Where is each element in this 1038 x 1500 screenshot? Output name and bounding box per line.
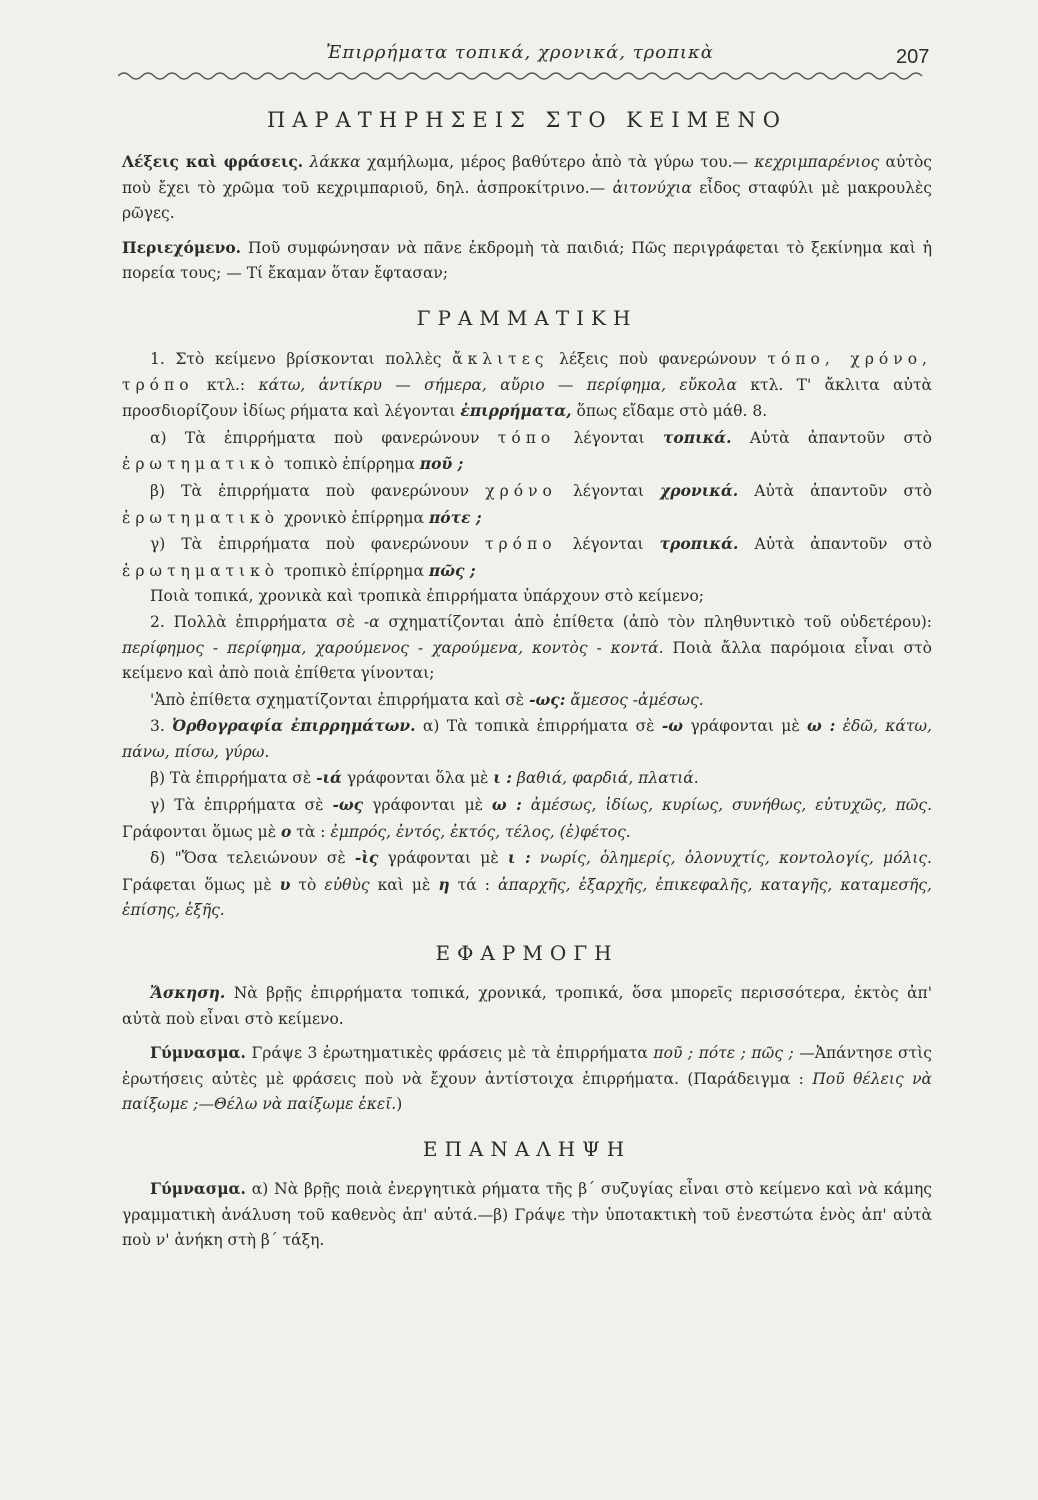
grammar-point-3d: δ) "Ὅσα τελειώνουν σὲ -ὶς γράφονται μὲ ι : νωρίς, ὁλημερίς, ὁλονυχτίς, κοντολογίς, μόλις. Γράφεται ὅμως μὲ υ τὸ εὐθὺς καὶ μὲ η τά : ἀπαρχῆς, ἐξαρχῆς, ἐπικεφαλῆς, καταγῆς, καταμεσῆς, ἐπίσης, ἑξῆς.	[122, 848, 932, 920]
heading-observations: ΠΑΡΑΤΗΡΗΣΕΙΣ ΣΤΟ ΚΕΙΜΕΝΟ	[266, 108, 788, 132]
page-content	[122, 105, 932, 1254]
grammar-point-1a: α) Τὰ ἐπιρρήματα ποὺ φανερώνουν τόπο λέγονται τοπικά. Αὐτὰ ἀπαντοῦν στὸ ἐρωτηματικὸ τοπικὸ ἐπίρρημα ποῦ ;	[122, 427, 933, 474]
wavy-rule	[118, 70, 930, 82]
grammar-point-1b: β) Τὰ ἐπιρρήματα ποὺ φανερώνουν χρόνο λέγονται χρονικά. Αὐτὰ ἀπαντοῦν στὸ ἐρωτηματικὸ χρονικὸ ἐπίρρημα πότε ;	[122, 480, 933, 527]
grammar-point-1: 1. Στὸ κείμενο βρίσκονται πολλὲς ἄκλιτες λέξεις ποὺ φανερώνουν τόπο, χρόνο, τρόπο κτλ.: κάτω, ἀντίκρυ — σήμερα, αὔριο — περίφημα, εὔκολα κτλ. Τ' ἄκλιτα αὐτὰ προσδιορίζουν ἰδίως ρήματα καὶ λέγονται ἐπιρρήματα, ὅπως εἴδαμε στὸ μάθ. 8.	[122, 349, 932, 421]
heading-review: ΕΠΑΝΑΛΗΨΗ	[422, 1137, 632, 1161]
heading-application: ΕΦΑΡΜΟΓΗ	[435, 941, 619, 966]
heading-grammar: ΓΡΑΜΜΑΤΙΚΗ	[416, 305, 638, 330]
grammar-point-3b: β) Τὰ ἐπιρρήματα σὲ -ιά γράφονται ὅλα μὲ ι : βαθιά, φαρδιά, πλατιά.	[150, 768, 699, 788]
running-title: Ἐπιρρήματα τοπικά, χρονικά, τροπικὰ	[326, 42, 714, 63]
grammar-point-2b: 'Ἀπὸ ἐπίθετα σχηματίζονται ἐπιρρήματα καὶ σὲ -ως: ἄμεσος -ἀμέσως.	[150, 689, 704, 709]
paragraph-vocabulary: Λέξεις καὶ φράσεις. λάκκα χαμήλωμα, μέρος βαθύτερο ἀπὸ τὰ γύρω του.— κεχριμπαρένιος αὐτὸς ποὺ ἔχει τὸ χρῶμα τοῦ κεχριμπαριοῦ, δηλ. ἀσπροκίτρινο.— ἀιτονύχια εἶδος σταφύλι μὲ μακρουλὲς ρῶγες.	[122, 152, 932, 223]
page-header	[0, 40, 1038, 80]
practice-paragraph: Γύμνασμα. Γράψε 3 ἐρωτηματικὲς φράσεις μὲ τὰ ἐπιρρήματα ποῦ ; πότε ; πῶς ; —Ἀπάντησε στὶς ἐρωτήσεις αὐτὲς μὲ φράσεις ποὺ νὰ ἔχουν ἀντίστοιχα ἐπιρρήματα. (Παράδειγμα : Ποῦ θέλεις νὰ παίξωμε ;—Θέλω νὰ παίξωμε ἐκεῖ.)	[122, 1043, 932, 1114]
grammar-point-2: 2. Πολλὰ ἐπιρρήματα σὲ -α σχηματίζονται ἀπὸ ἐπίθετα (ἀπὸ τὸν πληθυντικὸ τοῦ οὐδετέρου): περίφημος - περίφημα, χαρούμενος - χαρούμενα, κοντὸς - κοντά. Ποιὰ ἄλλα παρόμοια εἶναι στὸ κείμενο καὶ ἀπὸ ποιὰ ἐπίθετα γίνονται;	[122, 612, 933, 683]
grammar-point-1c: γ) Τὰ ἐπιρρήματα ποὺ φανερώνουν τρόπο λέγονται τροπικά. Αὐτὰ ἀπαντοῦν στὸ ἐρωτηματικὸ τροπικὸ ἐπίρρημα πῶς ;	[122, 534, 932, 580]
paragraph-content: Περιεχόμενο. Ποῦ συμφώνησαν νὰ πᾶνε ἐκδρομὴ τὰ παιδιά; Πῶς περιγράφεται τὸ ξεκίνημα καὶ ἡ πορεία τους; — Τί ἔκαμαν ὅταν ἔφτασαν;	[122, 237, 932, 283]
grammar-point-3c: γ) Τὰ ἐπιρρήματα σὲ -ως γράφονται μὲ ω : ἀμέσως, ἰδίως, κυρίως, συνήθως, εὐτυχῶς, πῶς. Γράφονται ὅμως μὲ ο τὰ : ἐμπρός, ἐντός, ἐκτός, τέλος, (ἐ)φέτος.	[122, 795, 933, 841]
review-paragraph: Γύμνασμα. α) Νὰ βρῇς ποιὰ ἐνεργητικὰ ρήματα τῆς β΄ συζυγίας εἶναι στὸ κείμενο καὶ νὰ κάμης γραμματικὴ ἀνάλυση τοῦ καθενὸς ἀπ' αὐτά.—β) Γράψε τὴν ὑποτακτικὴ τοῦ ἐνεστώτα ἑνὸς ἀπ' αὐτὰ ποὺ ν' ἀνήκη στὴ β΄ τάξη.	[122, 1179, 932, 1250]
exercise-paragraph: Ἄσκηση. Νὰ βρῇς ἐπιρρήματα τοπικά, χρονικά, τροπικά, ὅσα μπορεῖς περισσότερα, ἐκτὸς ἀπ' αὐτὰ ποὺ εἶναι στὸ κείμενο.	[122, 983, 932, 1028]
grammar-point-3: 3. Ὀρθογραφία ἐπιρρημάτων. α) Τὰ τοπικὰ ἐπιρρήματα σὲ -ω γράφονται μὲ ω : ἐδῶ, κάτω, πάνω, πίσω, γύρω.	[122, 716, 932, 761]
page-number: 207	[896, 46, 930, 68]
grammar-question: Ποιὰ τοπικά, χρονικὰ καὶ τροπικὰ ἐπιρρήματα ὑπάρχουν στὸ κείμενο;	[150, 587, 705, 606]
